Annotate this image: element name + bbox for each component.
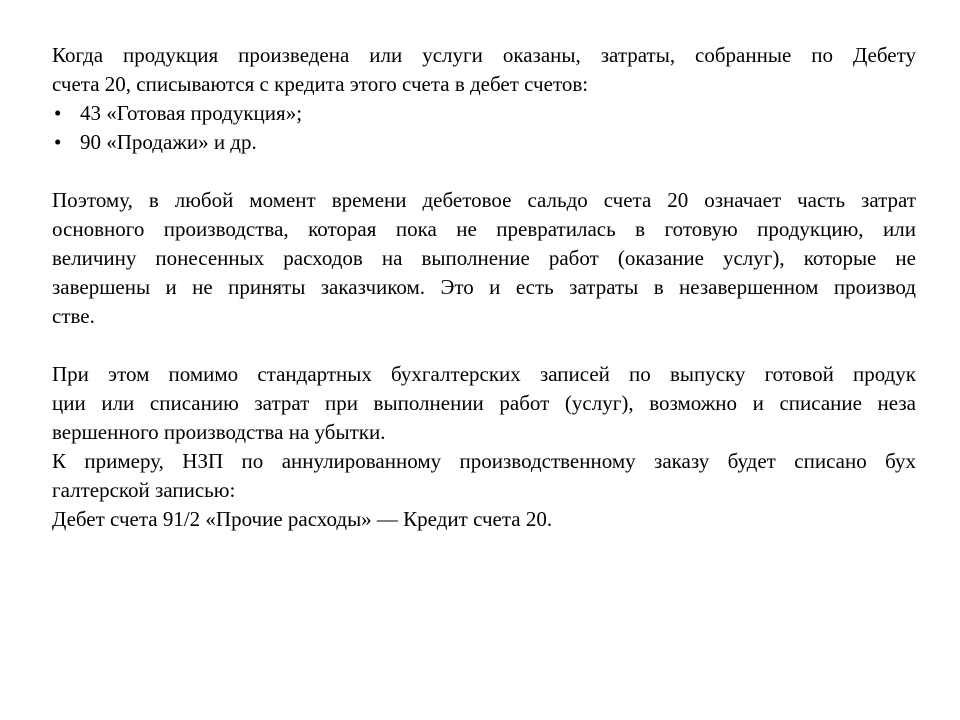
bullet-icon: • [54,130,62,154]
bullet-list [52,99,916,157]
paragraph-example [52,447,916,505]
text-block [52,41,916,534]
text-line: вершенного производства на убытки. [52,420,386,444]
text-line: основного производства, которая пока не превратилась в готовую продукцию, или [52,217,916,241]
paragraph-balance-meaning [52,186,916,331]
text-line: ции или списанию затрат при выполнении работ (услуг), возможно и списание неза [52,391,916,415]
text-line: величину понесенных расходов на выполнение работ (оказание услуг), которые не [52,246,916,270]
list-item [52,99,916,128]
text-line: счета 20, списываются с кредита этого счета в дебет счетов: [52,72,589,96]
paragraph-posting [52,505,916,534]
list-item [52,128,916,157]
text-line: Когда продукция произведена или услуги оказаны, затраты, собранные по Дебету [52,43,916,67]
text-line: галтерской записью: [52,478,236,502]
list-item-label: 43 «Готовая продукция»; [80,101,303,125]
text-line: Дебет счета 91/2 «Прочие расходы» — Кредит счета 20. [52,507,553,531]
bullet-icon: • [54,101,62,125]
text-line: Поэтому, в любой момент времени дебетовое сальдо счета 20 означает часть затрат [52,188,916,212]
paragraph-intro [52,41,916,99]
list-item-label: 90 «Продажи» и др. [80,130,257,154]
text-line: завершены и не приняты заказчиком. Это и есть затраты в незавершенном производ [52,275,916,299]
text-line: При этом помимо стандартных бухгалтерских записей по выпуску готовой продук [52,362,916,386]
paragraph-writeoff [52,360,916,447]
text-line: К примеру, НЗП по аннулированному производственному заказу будет списано бух [52,449,916,473]
text-line: стве. [52,304,95,328]
